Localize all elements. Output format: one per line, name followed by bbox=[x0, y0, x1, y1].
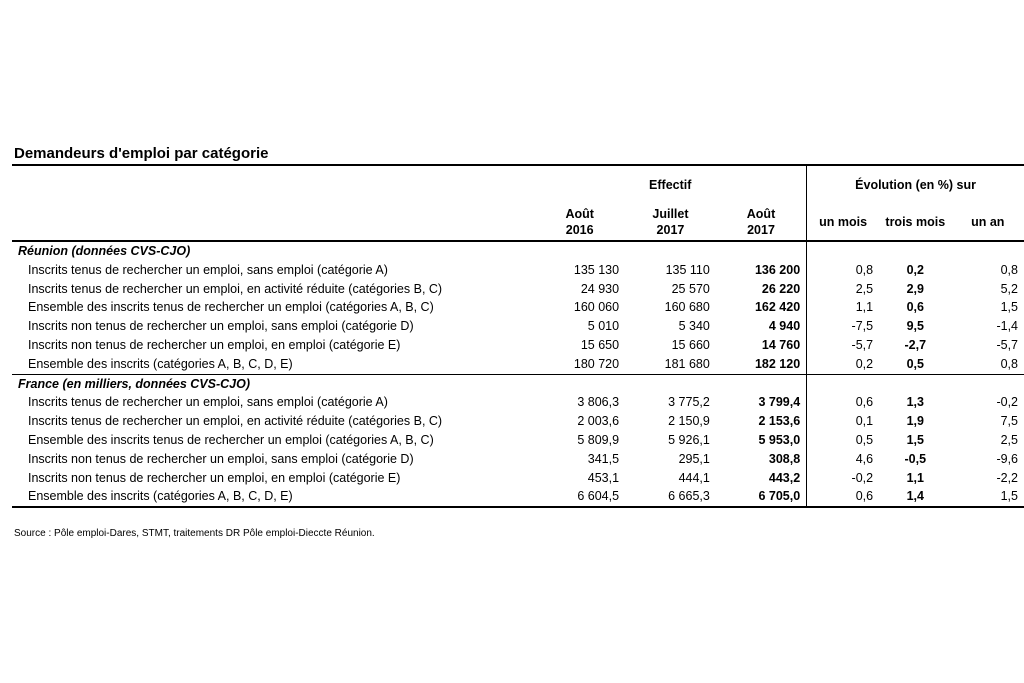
header-un-mois: un mois bbox=[807, 204, 879, 241]
table-row: Inscrits non tenus de rechercher un emploi, en emploi (catégorie E) 453,1 444,1 443,2 -0,2 1,1 -2,2 bbox=[12, 469, 1024, 488]
header-evolution: Évolution (en %) sur bbox=[807, 165, 1024, 204]
table-row: Ensemble des inscrits (catégories A, B, C, D, E) 6 604,5 6 665,3 6 705,0 0,6 1,4 1,5 bbox=[12, 487, 1024, 507]
header-juillet-2017: Juillet 2017 bbox=[625, 204, 716, 241]
table-row: Inscrits non tenus de rechercher un emploi, sans emploi (catégorie D) 5 010 5 340 4 940 -7,5 9,5 -1,4 bbox=[12, 317, 1024, 336]
table-row: Ensemble des inscrits tenus de rechercher un emploi (catégories A, B, C) 160 060 160 680 162 420 1,1 0,6 1,5 bbox=[12, 298, 1024, 317]
table-row: Ensemble des inscrits (catégories A, B, C, D, E) 180 720 181 680 182 120 0,2 0,5 0,8 bbox=[12, 355, 1024, 374]
table-row: Inscrits tenus de rechercher un emploi, en activité réduite (catégories B, C) 24 930 25 570 26 220 2,5 2,9 5,2 bbox=[12, 280, 1024, 299]
section-title: Réunion (données CVS-CJO) bbox=[18, 244, 191, 258]
header-effectif: Effectif bbox=[534, 165, 806, 204]
header-aout-2017: Août 2017 bbox=[716, 204, 807, 241]
job-seekers-table bbox=[12, 164, 1024, 508]
table-row: Inscrits tenus de rechercher un emploi, sans emploi (catégorie A) 135 130 135 110 136 200 0,8 0,2 0,8 bbox=[12, 261, 1024, 280]
table-row: Inscrits non tenus de rechercher un emploi, en emploi (catégorie E) 15 650 15 660 14 760 -5,7 -2,7 -5,7 bbox=[12, 336, 1024, 355]
header-trois-mois: trois mois bbox=[879, 204, 951, 241]
table-row: Ensemble des inscrits tenus de rechercher un emploi (catégories A, B, C) 5 809,9 5 926,1 5 953,0 0,5 1,5 2,5 bbox=[12, 431, 1024, 450]
table-row: Inscrits tenus de rechercher un emploi, en activité réduite (catégories B, C) 2 003,6 2 150,9 2 153,6 0,1 1,9 7,5 bbox=[12, 412, 1024, 431]
header-row-2 bbox=[12, 204, 1024, 241]
source-note: Source : Pôle emploi-Dares, STMT, traitements DR Pôle emploi-Dieccte Réunion. bbox=[14, 528, 375, 539]
table-row: Inscrits non tenus de rechercher un emploi, sans emploi (catégorie D) 341,5 295,1 308,8 4,6 -0,5 -9,6 bbox=[12, 450, 1024, 469]
section-title: France (en milliers, données CVS-CJO) bbox=[18, 376, 251, 391]
table-row: Inscrits tenus de rechercher un emploi, sans emploi (catégorie A) 3 806,3 3 775,2 3 799,4 0,6 1,3 -0,2 bbox=[12, 393, 1024, 412]
section-reunion bbox=[12, 241, 1024, 261]
header-row-1 bbox=[12, 165, 1024, 204]
header-un-an: un an bbox=[952, 204, 1024, 241]
section-france bbox=[12, 374, 1024, 393]
header-aout-2016: Août 2016 bbox=[534, 204, 625, 241]
table-title: Demandeurs d'emploi par catégorie bbox=[14, 145, 269, 162]
